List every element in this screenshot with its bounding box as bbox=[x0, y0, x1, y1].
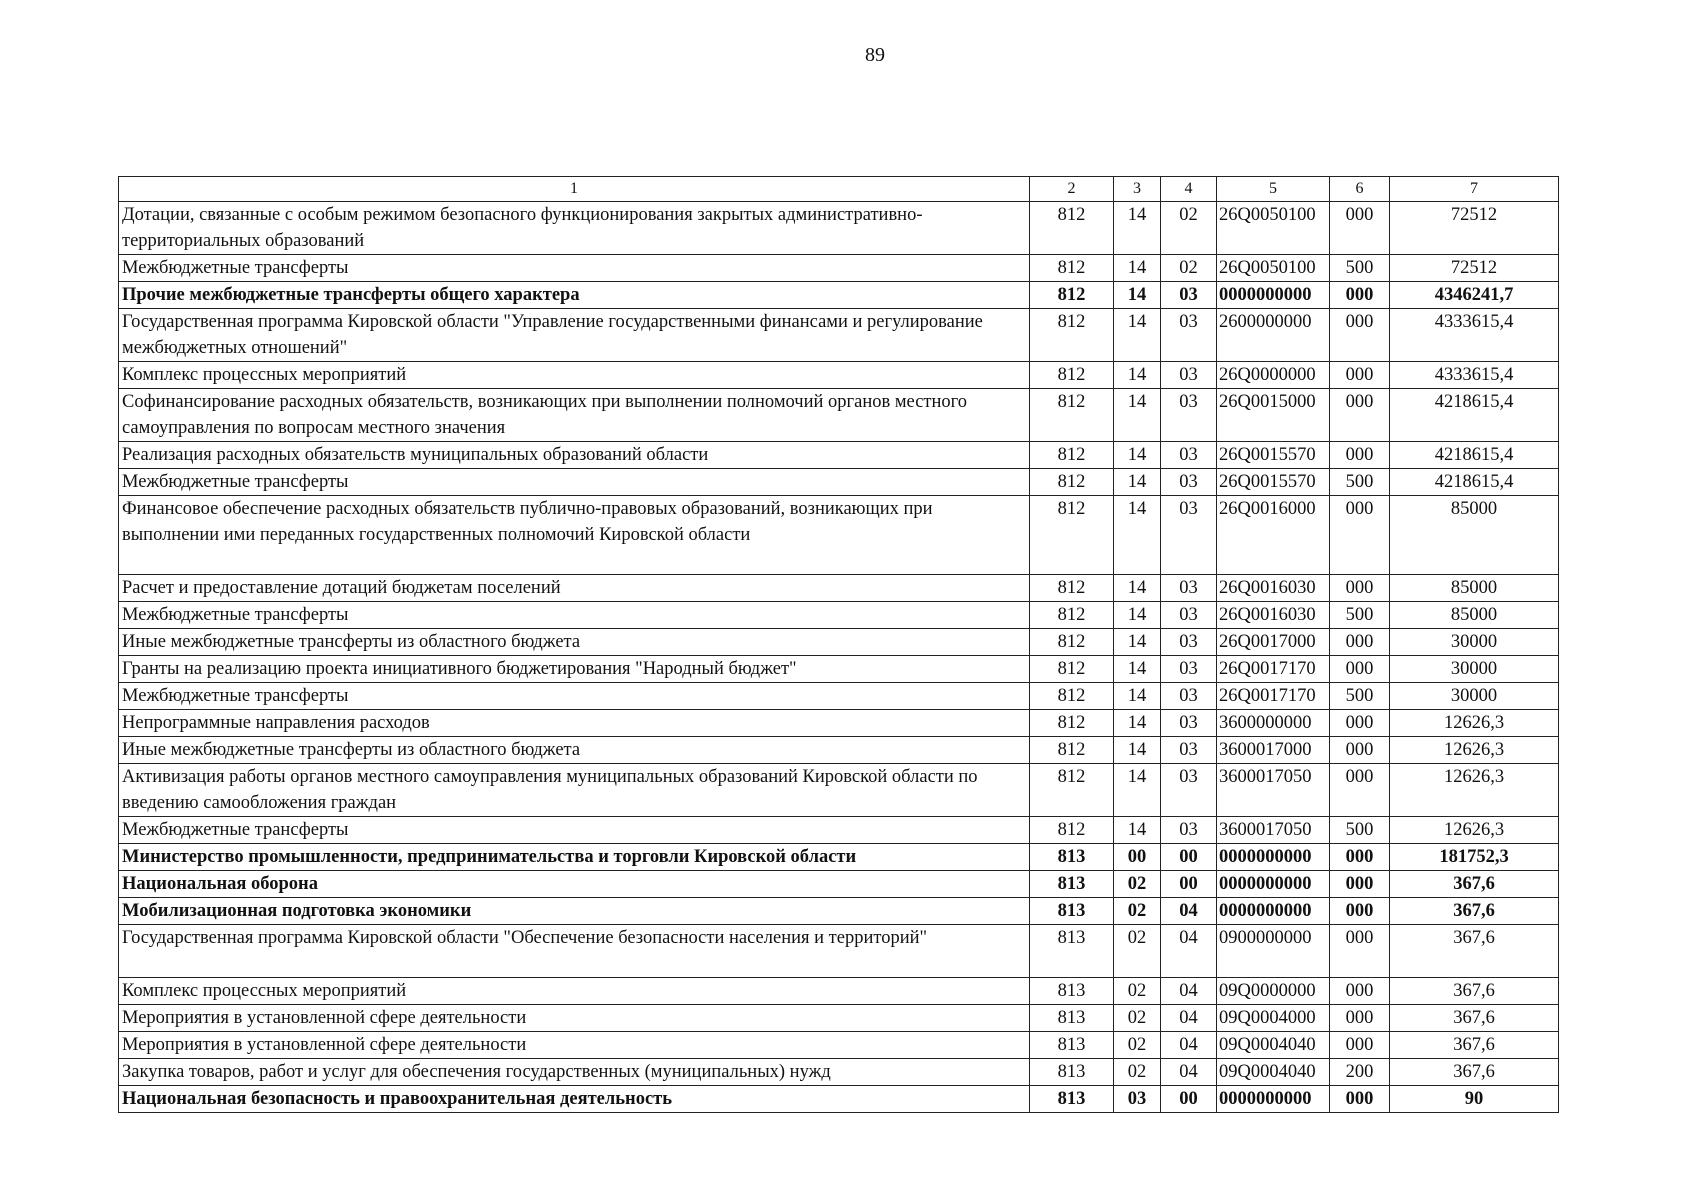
row-target-article-cell: 26Q0017170 bbox=[1217, 656, 1330, 683]
row-subsection-cell: 04 bbox=[1161, 1005, 1217, 1032]
row-name-cell: Мероприятия в установленной сфере деятельности bbox=[119, 1032, 1030, 1059]
table-row bbox=[119, 389, 1559, 442]
row-expense-type-cell: 000 bbox=[1330, 629, 1390, 656]
row-subsection-cell: 03 bbox=[1161, 683, 1217, 710]
row-ministry-code-cell: 812 bbox=[1030, 496, 1114, 575]
row-expense-type-cell: 000 bbox=[1330, 389, 1390, 442]
header-cell: 6 bbox=[1330, 177, 1390, 202]
row-name-cell: Реализация расходных обязательств муниципальных образований области bbox=[119, 442, 1030, 469]
row-section-cell: 14 bbox=[1114, 817, 1161, 844]
row-amount-cell: 4333615,4 bbox=[1390, 309, 1559, 362]
row-section-cell: 14 bbox=[1114, 202, 1161, 255]
row-amount-cell: 367,6 bbox=[1390, 898, 1559, 925]
table-header-row bbox=[119, 177, 1559, 202]
row-ministry-code-cell: 812 bbox=[1030, 575, 1114, 602]
row-section-cell: 14 bbox=[1114, 629, 1161, 656]
header-cell: 5 bbox=[1217, 177, 1330, 202]
row-subsection-cell: 03 bbox=[1161, 710, 1217, 737]
table-row bbox=[119, 575, 1559, 602]
row-section-cell: 02 bbox=[1114, 1032, 1161, 1059]
row-section-cell: 14 bbox=[1114, 389, 1161, 442]
row-amount-cell: 367,6 bbox=[1390, 1059, 1559, 1086]
row-target-article-cell: 26Q0016030 bbox=[1217, 602, 1330, 629]
row-amount-cell: 367,6 bbox=[1390, 925, 1559, 978]
row-name-cell: Министерство промышленности, предпринимательства и торговли Кировской области bbox=[119, 844, 1030, 871]
row-amount-cell: 4218615,4 bbox=[1390, 442, 1559, 469]
row-ministry-code-cell: 812 bbox=[1030, 362, 1114, 389]
row-name-cell: Гранты на реализацию проекта инициативного бюджетирования "Народный бюджет" bbox=[119, 656, 1030, 683]
row-expense-type-cell: 000 bbox=[1330, 202, 1390, 255]
row-section-cell: 02 bbox=[1114, 978, 1161, 1005]
row-ministry-code-cell: 812 bbox=[1030, 656, 1114, 683]
row-amount-cell: 367,6 bbox=[1390, 978, 1559, 1005]
row-amount-cell: 4346241,7 bbox=[1390, 282, 1559, 309]
row-target-article-cell: 09Q0000000 bbox=[1217, 978, 1330, 1005]
row-target-article-cell: 09Q0004040 bbox=[1217, 1032, 1330, 1059]
row-target-article-cell: 3600017050 bbox=[1217, 817, 1330, 844]
row-ministry-code-cell: 812 bbox=[1030, 737, 1114, 764]
row-target-article-cell: 26Q0000000 bbox=[1217, 362, 1330, 389]
row-target-article-cell: 26Q0015570 bbox=[1217, 469, 1330, 496]
row-amount-cell: 12626,3 bbox=[1390, 737, 1559, 764]
row-amount-cell: 367,6 bbox=[1390, 1005, 1559, 1032]
row-expense-type-cell: 000 bbox=[1330, 309, 1390, 362]
row-name-cell: Закупка товаров, работ и услуг для обеспечения государственных (муниципальных) нужд bbox=[119, 1059, 1030, 1086]
row-subsection-cell: 04 bbox=[1161, 925, 1217, 978]
table-row bbox=[119, 683, 1559, 710]
row-amount-cell: 12626,3 bbox=[1390, 710, 1559, 737]
row-section-cell: 02 bbox=[1114, 1059, 1161, 1086]
row-ministry-code-cell: 812 bbox=[1030, 710, 1114, 737]
row-amount-cell: 90 bbox=[1390, 1086, 1559, 1113]
row-amount-cell: 4218615,4 bbox=[1390, 469, 1559, 496]
row-target-article-cell: 09Q0004040 bbox=[1217, 1059, 1330, 1086]
row-name-cell: Межбюджетные трансферты bbox=[119, 683, 1030, 710]
row-section-cell: 02 bbox=[1114, 925, 1161, 978]
table-row bbox=[119, 1032, 1559, 1059]
row-section-cell: 14 bbox=[1114, 309, 1161, 362]
row-expense-type-cell: 000 bbox=[1330, 442, 1390, 469]
header-cell: 3 bbox=[1114, 177, 1161, 202]
table-row bbox=[119, 496, 1559, 575]
row-ministry-code-cell: 813 bbox=[1030, 978, 1114, 1005]
row-subsection-cell: 03 bbox=[1161, 602, 1217, 629]
row-amount-cell: 85000 bbox=[1390, 575, 1559, 602]
row-ministry-code-cell: 813 bbox=[1030, 898, 1114, 925]
row-name-cell: Непрограммные направления расходов bbox=[119, 710, 1030, 737]
table-row bbox=[119, 817, 1559, 844]
row-amount-cell: 72512 bbox=[1390, 255, 1559, 282]
row-expense-type-cell: 000 bbox=[1330, 575, 1390, 602]
table-row bbox=[119, 602, 1559, 629]
table-row bbox=[119, 1059, 1559, 1086]
table-row bbox=[119, 255, 1559, 282]
row-target-article-cell: 26Q0016030 bbox=[1217, 575, 1330, 602]
row-subsection-cell: 03 bbox=[1161, 362, 1217, 389]
row-subsection-cell: 03 bbox=[1161, 496, 1217, 575]
row-expense-type-cell: 000 bbox=[1330, 1086, 1390, 1113]
row-subsection-cell: 03 bbox=[1161, 817, 1217, 844]
row-ministry-code-cell: 812 bbox=[1030, 309, 1114, 362]
row-section-cell: 14 bbox=[1114, 737, 1161, 764]
row-ministry-code-cell: 812 bbox=[1030, 817, 1114, 844]
row-target-article-cell: 0000000000 bbox=[1217, 844, 1330, 871]
row-name-cell: Софинансирование расходных обязательств, возникающих при выполнении полномочий органов местного самоуправления по вопросам местного значения bbox=[119, 389, 1030, 442]
row-amount-cell: 181752,3 bbox=[1390, 844, 1559, 871]
row-ministry-code-cell: 813 bbox=[1030, 871, 1114, 898]
row-amount-cell: 72512 bbox=[1390, 202, 1559, 255]
header-cell: 2 bbox=[1030, 177, 1114, 202]
row-name-cell: Иные межбюджетные трансферты из областного бюджета bbox=[119, 737, 1030, 764]
row-amount-cell: 12626,3 bbox=[1390, 764, 1559, 817]
table-row bbox=[119, 764, 1559, 817]
table-row bbox=[119, 1005, 1559, 1032]
row-subsection-cell: 04 bbox=[1161, 1032, 1217, 1059]
table-row bbox=[119, 656, 1559, 683]
row-section-cell: 14 bbox=[1114, 575, 1161, 602]
row-name-cell: Национальная оборона bbox=[119, 871, 1030, 898]
row-subsection-cell: 04 bbox=[1161, 1059, 1217, 1086]
header-cell: 7 bbox=[1390, 177, 1559, 202]
row-section-cell: 03 bbox=[1114, 1086, 1161, 1113]
row-ministry-code-cell: 812 bbox=[1030, 683, 1114, 710]
row-section-cell: 14 bbox=[1114, 362, 1161, 389]
row-section-cell: 14 bbox=[1114, 496, 1161, 575]
row-target-article-cell: 26Q0050100 bbox=[1217, 202, 1330, 255]
table-row bbox=[119, 710, 1559, 737]
row-target-article-cell: 09Q0004000 bbox=[1217, 1005, 1330, 1032]
row-name-cell: Межбюджетные трансферты bbox=[119, 255, 1030, 282]
table-row bbox=[119, 282, 1559, 309]
row-ministry-code-cell: 812 bbox=[1030, 389, 1114, 442]
row-target-article-cell: 0000000000 bbox=[1217, 898, 1330, 925]
row-subsection-cell: 03 bbox=[1161, 629, 1217, 656]
row-subsection-cell: 03 bbox=[1161, 469, 1217, 496]
row-target-article-cell: 3600017000 bbox=[1217, 737, 1330, 764]
row-amount-cell: 4333615,4 bbox=[1390, 362, 1559, 389]
row-expense-type-cell: 000 bbox=[1330, 871, 1390, 898]
row-ministry-code-cell: 813 bbox=[1030, 1032, 1114, 1059]
row-target-article-cell: 26Q0017170 bbox=[1217, 683, 1330, 710]
row-section-cell: 02 bbox=[1114, 898, 1161, 925]
row-expense-type-cell: 000 bbox=[1330, 362, 1390, 389]
table-row bbox=[119, 362, 1559, 389]
row-amount-cell: 85000 bbox=[1390, 602, 1559, 629]
row-ministry-code-cell: 813 bbox=[1030, 1005, 1114, 1032]
row-name-cell: Межбюджетные трансферты bbox=[119, 602, 1030, 629]
row-subsection-cell: 00 bbox=[1161, 844, 1217, 871]
row-amount-cell: 30000 bbox=[1390, 683, 1559, 710]
row-section-cell: 14 bbox=[1114, 764, 1161, 817]
row-target-article-cell: 26Q0015000 bbox=[1217, 389, 1330, 442]
table-row bbox=[119, 629, 1559, 656]
table-row bbox=[119, 309, 1559, 362]
row-expense-type-cell: 500 bbox=[1330, 817, 1390, 844]
row-subsection-cell: 00 bbox=[1161, 1086, 1217, 1113]
row-section-cell: 14 bbox=[1114, 656, 1161, 683]
row-name-cell: Дотации, связанные с особым режимом безопасного функционирования закрытых административно-территориальных образований bbox=[119, 202, 1030, 255]
table-row bbox=[119, 871, 1559, 898]
row-ministry-code-cell: 812 bbox=[1030, 282, 1114, 309]
row-expense-type-cell: 000 bbox=[1330, 656, 1390, 683]
row-subsection-cell: 03 bbox=[1161, 389, 1217, 442]
table-row bbox=[119, 1086, 1559, 1113]
budget-table bbox=[118, 176, 1559, 1113]
row-name-cell: Мобилизационная подготовка экономики bbox=[119, 898, 1030, 925]
row-target-article-cell: 2600000000 bbox=[1217, 309, 1330, 362]
row-section-cell: 14 bbox=[1114, 602, 1161, 629]
row-subsection-cell: 03 bbox=[1161, 737, 1217, 764]
table-row bbox=[119, 978, 1559, 1005]
row-amount-cell: 30000 bbox=[1390, 629, 1559, 656]
row-expense-type-cell: 500 bbox=[1330, 469, 1390, 496]
row-subsection-cell: 04 bbox=[1161, 898, 1217, 925]
row-ministry-code-cell: 813 bbox=[1030, 925, 1114, 978]
row-name-cell: Расчет и предоставление дотаций бюджетам поселений bbox=[119, 575, 1030, 602]
row-section-cell: 14 bbox=[1114, 442, 1161, 469]
row-expense-type-cell: 000 bbox=[1330, 1032, 1390, 1059]
row-name-cell: Межбюджетные трансферты bbox=[119, 469, 1030, 496]
row-ministry-code-cell: 812 bbox=[1030, 442, 1114, 469]
row-name-cell: Иные межбюджетные трансферты из областного бюджета bbox=[119, 629, 1030, 656]
table-row bbox=[119, 925, 1559, 978]
row-expense-type-cell: 000 bbox=[1330, 898, 1390, 925]
row-target-article-cell: 0000000000 bbox=[1217, 1086, 1330, 1113]
row-section-cell: 14 bbox=[1114, 469, 1161, 496]
row-section-cell: 02 bbox=[1114, 1005, 1161, 1032]
row-ministry-code-cell: 812 bbox=[1030, 602, 1114, 629]
row-ministry-code-cell: 813 bbox=[1030, 1059, 1114, 1086]
row-expense-type-cell: 000 bbox=[1330, 710, 1390, 737]
row-expense-type-cell: 000 bbox=[1330, 764, 1390, 817]
row-ministry-code-cell: 812 bbox=[1030, 764, 1114, 817]
row-target-article-cell: 3600000000 bbox=[1217, 710, 1330, 737]
row-expense-type-cell: 500 bbox=[1330, 602, 1390, 629]
row-section-cell: 02 bbox=[1114, 871, 1161, 898]
row-expense-type-cell: 000 bbox=[1330, 978, 1390, 1005]
row-subsection-cell: 03 bbox=[1161, 656, 1217, 683]
row-subsection-cell: 03 bbox=[1161, 575, 1217, 602]
row-name-cell: Национальная безопасность и правоохранительная деятельность bbox=[119, 1086, 1030, 1113]
row-expense-type-cell: 000 bbox=[1330, 282, 1390, 309]
row-ministry-code-cell: 812 bbox=[1030, 255, 1114, 282]
row-amount-cell: 30000 bbox=[1390, 656, 1559, 683]
row-name-cell: Государственная программа Кировской области "Управление государственными финансами и регулирование межбюджетных отношений" bbox=[119, 309, 1030, 362]
row-expense-type-cell: 000 bbox=[1330, 737, 1390, 764]
row-expense-type-cell: 000 bbox=[1330, 844, 1390, 871]
row-target-article-cell: 26Q0015570 bbox=[1217, 442, 1330, 469]
row-name-cell: Прочие межбюджетные трансферты общего характера bbox=[119, 282, 1030, 309]
row-expense-type-cell: 500 bbox=[1330, 683, 1390, 710]
row-ministry-code-cell: 813 bbox=[1030, 844, 1114, 871]
row-amount-cell: 367,6 bbox=[1390, 871, 1559, 898]
row-ministry-code-cell: 813 bbox=[1030, 1086, 1114, 1113]
row-target-article-cell: 26Q0050100 bbox=[1217, 255, 1330, 282]
row-subsection-cell: 04 bbox=[1161, 978, 1217, 1005]
row-target-article-cell: 26Q0016000 bbox=[1217, 496, 1330, 575]
row-name-cell: Финансовое обеспечение расходных обязательств публично-правовых образований, возникающих при выполнении ими переданных государственных полномочий Кировской области bbox=[119, 496, 1030, 575]
header-cell: 1 bbox=[119, 177, 1030, 202]
row-amount-cell: 12626,3 bbox=[1390, 817, 1559, 844]
row-amount-cell: 4218615,4 bbox=[1390, 389, 1559, 442]
row-ministry-code-cell: 812 bbox=[1030, 202, 1114, 255]
table-row bbox=[119, 202, 1559, 255]
row-subsection-cell: 03 bbox=[1161, 764, 1217, 817]
table-row bbox=[119, 844, 1559, 871]
row-section-cell: 14 bbox=[1114, 282, 1161, 309]
row-name-cell: Комплекс процессных мероприятий bbox=[119, 978, 1030, 1005]
row-target-article-cell: 0900000000 bbox=[1217, 925, 1330, 978]
row-name-cell: Государственная программа Кировской области "Обеспечение безопасности населения и территорий" bbox=[119, 925, 1030, 978]
row-target-article-cell: 0000000000 bbox=[1217, 871, 1330, 898]
table-row bbox=[119, 442, 1559, 469]
row-section-cell: 14 bbox=[1114, 710, 1161, 737]
table-row bbox=[119, 898, 1559, 925]
row-expense-type-cell: 500 bbox=[1330, 255, 1390, 282]
row-name-cell: Комплекс процессных мероприятий bbox=[119, 362, 1030, 389]
row-section-cell: 14 bbox=[1114, 255, 1161, 282]
row-name-cell: Активизация работы органов местного самоуправления муниципальных образований Кировской области по введению самообложения граждан bbox=[119, 764, 1030, 817]
row-name-cell: Межбюджетные трансферты bbox=[119, 817, 1030, 844]
row-target-article-cell: 3600017050 bbox=[1217, 764, 1330, 817]
row-subsection-cell: 00 bbox=[1161, 871, 1217, 898]
row-amount-cell: 85000 bbox=[1390, 496, 1559, 575]
row-section-cell: 14 bbox=[1114, 683, 1161, 710]
row-target-article-cell: 0000000000 bbox=[1217, 282, 1330, 309]
row-amount-cell: 367,6 bbox=[1390, 1032, 1559, 1059]
row-ministry-code-cell: 812 bbox=[1030, 629, 1114, 656]
row-subsection-cell: 03 bbox=[1161, 282, 1217, 309]
row-expense-type-cell: 000 bbox=[1330, 925, 1390, 978]
row-ministry-code-cell: 812 bbox=[1030, 469, 1114, 496]
table-row bbox=[119, 737, 1559, 764]
row-expense-type-cell: 000 bbox=[1330, 496, 1390, 575]
row-section-cell: 00 bbox=[1114, 844, 1161, 871]
row-subsection-cell: 02 bbox=[1161, 202, 1217, 255]
table-row bbox=[119, 469, 1559, 496]
row-subsection-cell: 02 bbox=[1161, 255, 1217, 282]
header-cell: 4 bbox=[1161, 177, 1217, 202]
row-expense-type-cell: 200 bbox=[1330, 1059, 1390, 1086]
row-target-article-cell: 26Q0017000 bbox=[1217, 629, 1330, 656]
row-expense-type-cell: 000 bbox=[1330, 1005, 1390, 1032]
row-name-cell: Мероприятия в установленной сфере деятельности bbox=[119, 1005, 1030, 1032]
row-subsection-cell: 03 bbox=[1161, 309, 1217, 362]
row-subsection-cell: 03 bbox=[1161, 442, 1217, 469]
page-number: 89 bbox=[865, 44, 885, 66]
